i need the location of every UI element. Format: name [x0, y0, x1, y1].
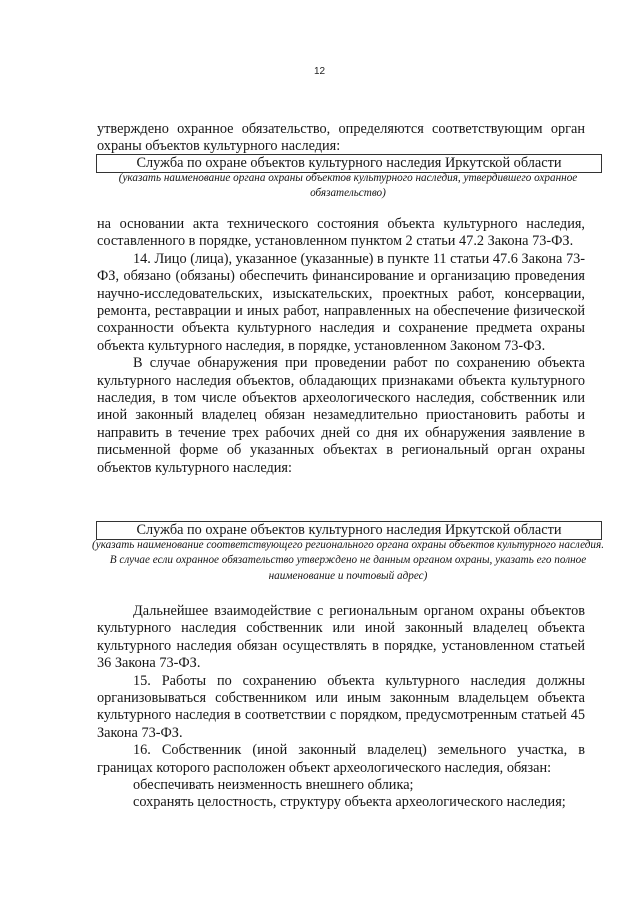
authority-box-1: Служба по охране объектов культурного наследия Иркутской области — [96, 154, 602, 173]
intro-paragraph: утверждено охранное обязательство, определяются соответствующим орган охраны объектов культурного наследия: — [97, 121, 585, 155]
discovery-paragraph: В случае обнаружения при проведении работ по сохранению объекта культурного наследия объектов, обладающих признаками объекта культурного наследия, в том числе объектов археологического наследия, собственник или иной законный владелец обязан незамедлительно приостановить работы и направить в течение трех рабочих дней со дня их обнаружения заявление в письменной форме об указанных объектах в региональный орган охраны объектов культурного наследия: — [97, 355, 585, 476]
clause-16-paragraph: 16. Собственник (иной законный владелец) земельного участка, в границах которого расположен объект археологического наследия, обязан: — [97, 742, 585, 776]
interaction-paragraph: Дальнейшее взаимодействие с региональным органом охраны объектов культурного наследия собственник или иной законный владелец объекта культурного наследия обязан осуществлять в порядке, установленном статьей 36 Закона 73-ФЗ. — [97, 603, 585, 672]
authority-note-2: (указать наименование соответствующего регионального органа охраны объектов культурного наследия. В случае если охранное обязательство утверждено не данным органом охраны, указать его полное наименование и почтовый адрес) — [92, 539, 605, 582]
body-block-2 — [97, 603, 585, 777]
authority-note-1: (указать наименование органа охраны объектов культурного наследия, утвердившего охранное обязательство) — [118, 172, 578, 200]
clause-14-paragraph: 14. Лицо (лица), указанное (указанные) в пункте 11 статьи 47.6 Закона 73-ФЗ, обязано (обязаны) обеспечить финансирование и организацию проведения научно-исследовательских, изыскательских, проектных работ, консервации, ремонта, реставрации и иных работ, направленных на обеспечение физической сохранности объекта культурного наследия и сохранение предмета охраны объекта культурного наследия, в порядке, установленном Законом 73-ФЗ. — [97, 250, 585, 354]
authority-box-2: Служба по охране объектов культурного наследия Иркутской области — [96, 521, 602, 540]
duties-list — [133, 777, 585, 812]
duty-item: сохранять целостность, структуру объекта археологического наследия; — [133, 794, 566, 811]
duty-item: обеспечивать неизменность внешнего облика; — [133, 777, 414, 793]
basis-paragraph: на основании акта технического состояния объекта культурного наследия, составленного в порядке, установленном пунктом 2 статьи 47.2 Закона 73-ФЗ. — [97, 216, 585, 250]
page-number: 12 — [313, 66, 326, 77]
clause-15-paragraph: 15. Работы по сохранению объекта культурного наследия должны организовываться собственником или иным законным владельцем объекта культурного наследия в соответствии с порядком, предусмотренным статьей 45 Закона 73-ФЗ. — [97, 672, 585, 741]
body-block-1 — [97, 216, 585, 477]
intro-text — [97, 121, 585, 156]
